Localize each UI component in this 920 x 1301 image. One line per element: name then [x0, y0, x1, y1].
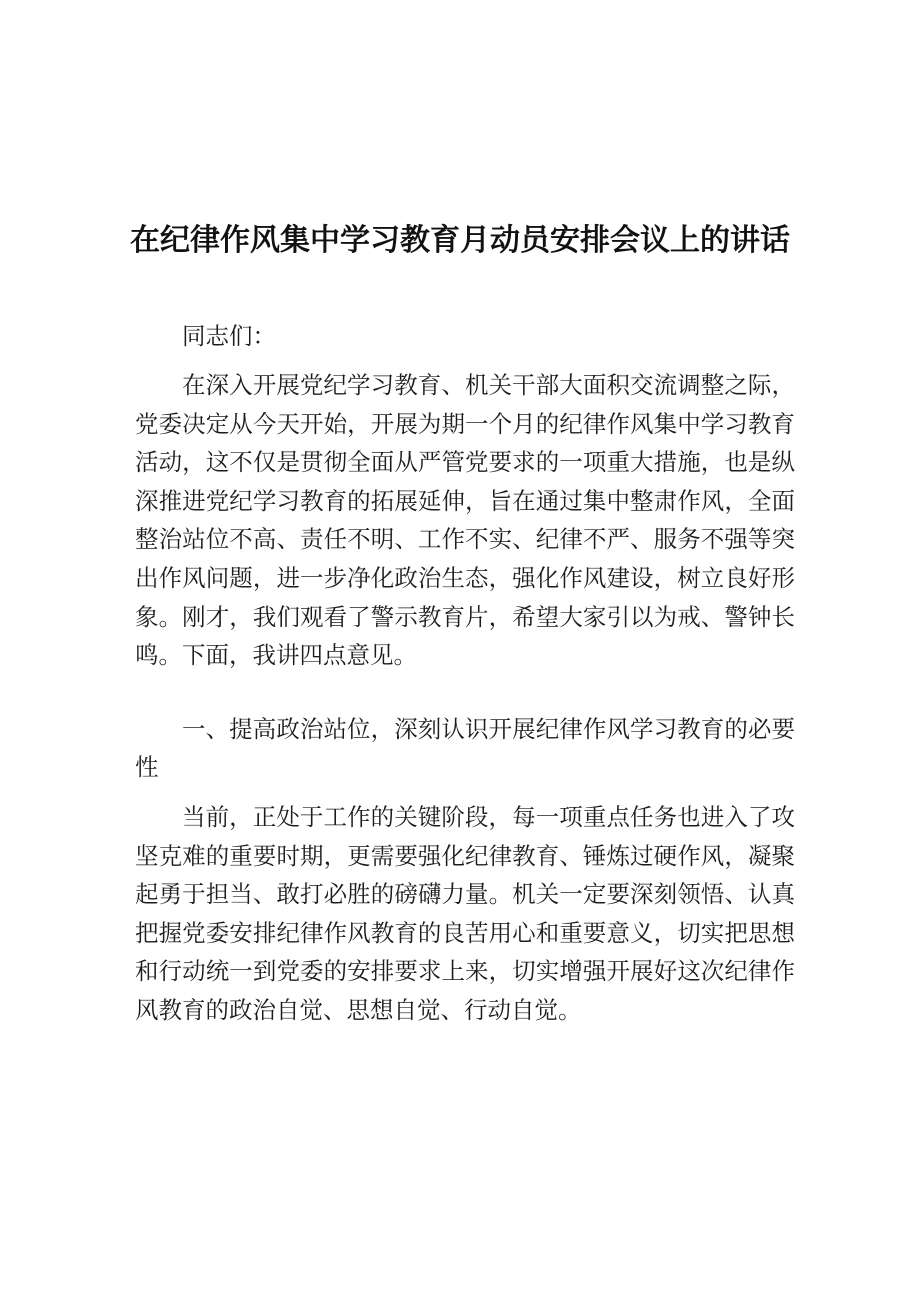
- document-title: 在纪律作风集中学习教育月动员安排会议上的讲话: [130, 223, 790, 258]
- salutation: 同志们：: [182, 322, 276, 350]
- paragraph-intro: 在深入开展党纪学习教育、机关干部大面积交流调整之际，党委决定从今天开始，开展为期一个月的纪律作风集中学习教育活动，这不仅是贯彻全面从严管党要求的一项重大措施，也是纵深推进党纪学习教育的拓展延伸，旨在通过集中整肃作风，全面整治站位不高、责任不明、工作不实、纪律不严、服务不强等突出作风问题，进一步净化政治生态，强化作风建设，树立良好形象。刚才，我们观看了警示教育片，希望大家引以为戒、警钟长鸣。下面，我讲四点意见。: [135, 371, 795, 670]
- paragraph-section-1: 当前，正处于工作的关键阶段，每一项重点任务也进入了攻坚克难的重要时期，更需要强化纪律教育、锤炼过硬作风，凝聚起勇于担当、敢打必胜的磅礴力量。机关一定要深刻领悟、认真把握党委安排纪律作风教育的良苦用心和重要意义，切实把思想和行动统一到党委的安排要求上来，切实增强开展好这次纪律作风教育的政治自觉、思想自觉、行动自觉。: [135, 803, 795, 1024]
- section-heading-1: 一、提高政治站位，深刻认识开展纪律作风学习教育的必要性: [135, 715, 795, 781]
